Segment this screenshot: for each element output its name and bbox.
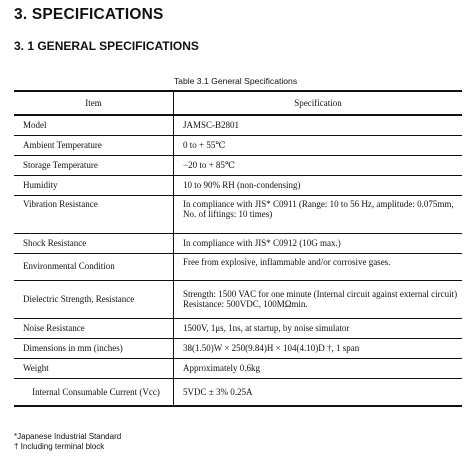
subsection-title: 3. 1 GENERAL SPECIFICATIONS bbox=[14, 39, 199, 53]
table-row bbox=[14, 378, 462, 406]
table-row bbox=[14, 115, 462, 135]
table-row bbox=[14, 135, 462, 155]
row-item: Noise Resistance bbox=[14, 318, 174, 338]
table-header-row bbox=[14, 91, 462, 115]
table-row bbox=[14, 338, 462, 358]
row-spec: JAMSC-B2801 bbox=[174, 115, 463, 135]
row-spec: 5VDC ± 3% 0.25A bbox=[174, 378, 463, 406]
row-item: Ambient Temperature bbox=[14, 135, 174, 155]
footnote-terminal-block: † Including terminal block bbox=[14, 442, 105, 451]
table-row bbox=[14, 175, 462, 195]
table-row bbox=[14, 318, 462, 338]
section-title: 3. SPECIFICATIONS bbox=[14, 6, 164, 23]
row-spec: Strength: 1500 VAC for one minute (Internal circuit against external circuit) Resistance: 500VDC, 100MΩmin. bbox=[174, 280, 463, 318]
row-item: Internal Consumable Current (Vcc) bbox=[14, 378, 174, 406]
row-item: Weight bbox=[14, 358, 174, 378]
footnotes bbox=[14, 432, 121, 452]
row-spec: 10 to 90% RH (non-condensing) bbox=[174, 175, 463, 195]
table-row bbox=[14, 195, 462, 233]
row-spec: In compliance with JIS* C0912 (10G max.) bbox=[174, 233, 463, 253]
column-header-item: Item bbox=[14, 91, 174, 115]
row-spec: 0 to + 55℃ bbox=[174, 135, 463, 155]
row-spec: 38(1.50)W × 250(9.84)H × 104(4.10)D †, 1 span bbox=[174, 338, 463, 358]
row-item: Model bbox=[14, 115, 174, 135]
table-caption: Table 3.1 General Specifications bbox=[173, 76, 298, 86]
specifications-table bbox=[14, 90, 462, 407]
row-spec: Approximately 0.6kg bbox=[174, 358, 463, 378]
row-spec: In compliance with JIS* C0911 (Range: 10 to 56 Hz, amplitude: 0.075mm, No. of liftings: 10 times) bbox=[174, 195, 463, 233]
table-row bbox=[14, 253, 462, 280]
footnote-jis: *Japanese Industrial Standard bbox=[14, 432, 122, 441]
row-item: Dielectric Strength, Resistance bbox=[14, 280, 174, 318]
table-row bbox=[14, 233, 462, 253]
row-spec: −20 to + 85℃ bbox=[174, 155, 463, 175]
row-item: Vibration Resistance bbox=[14, 195, 174, 233]
row-item: Dimensions in mm (inches) bbox=[14, 338, 174, 358]
row-item: Environmental Condition bbox=[14, 253, 174, 280]
column-header-specification: Specification bbox=[174, 91, 463, 115]
table-row bbox=[14, 280, 462, 318]
row-item: Shock Resistance bbox=[14, 233, 174, 253]
table-row bbox=[14, 155, 462, 175]
row-spec: Free from explosive, inflammable and/or corrosive gases. bbox=[174, 253, 463, 280]
row-item: Storage Temperature bbox=[14, 155, 174, 175]
row-spec: 1500V, 1μs, 1ns, at startup, by noise simulator bbox=[174, 318, 463, 338]
table-row bbox=[14, 358, 462, 378]
row-item: Humidity bbox=[14, 175, 174, 195]
